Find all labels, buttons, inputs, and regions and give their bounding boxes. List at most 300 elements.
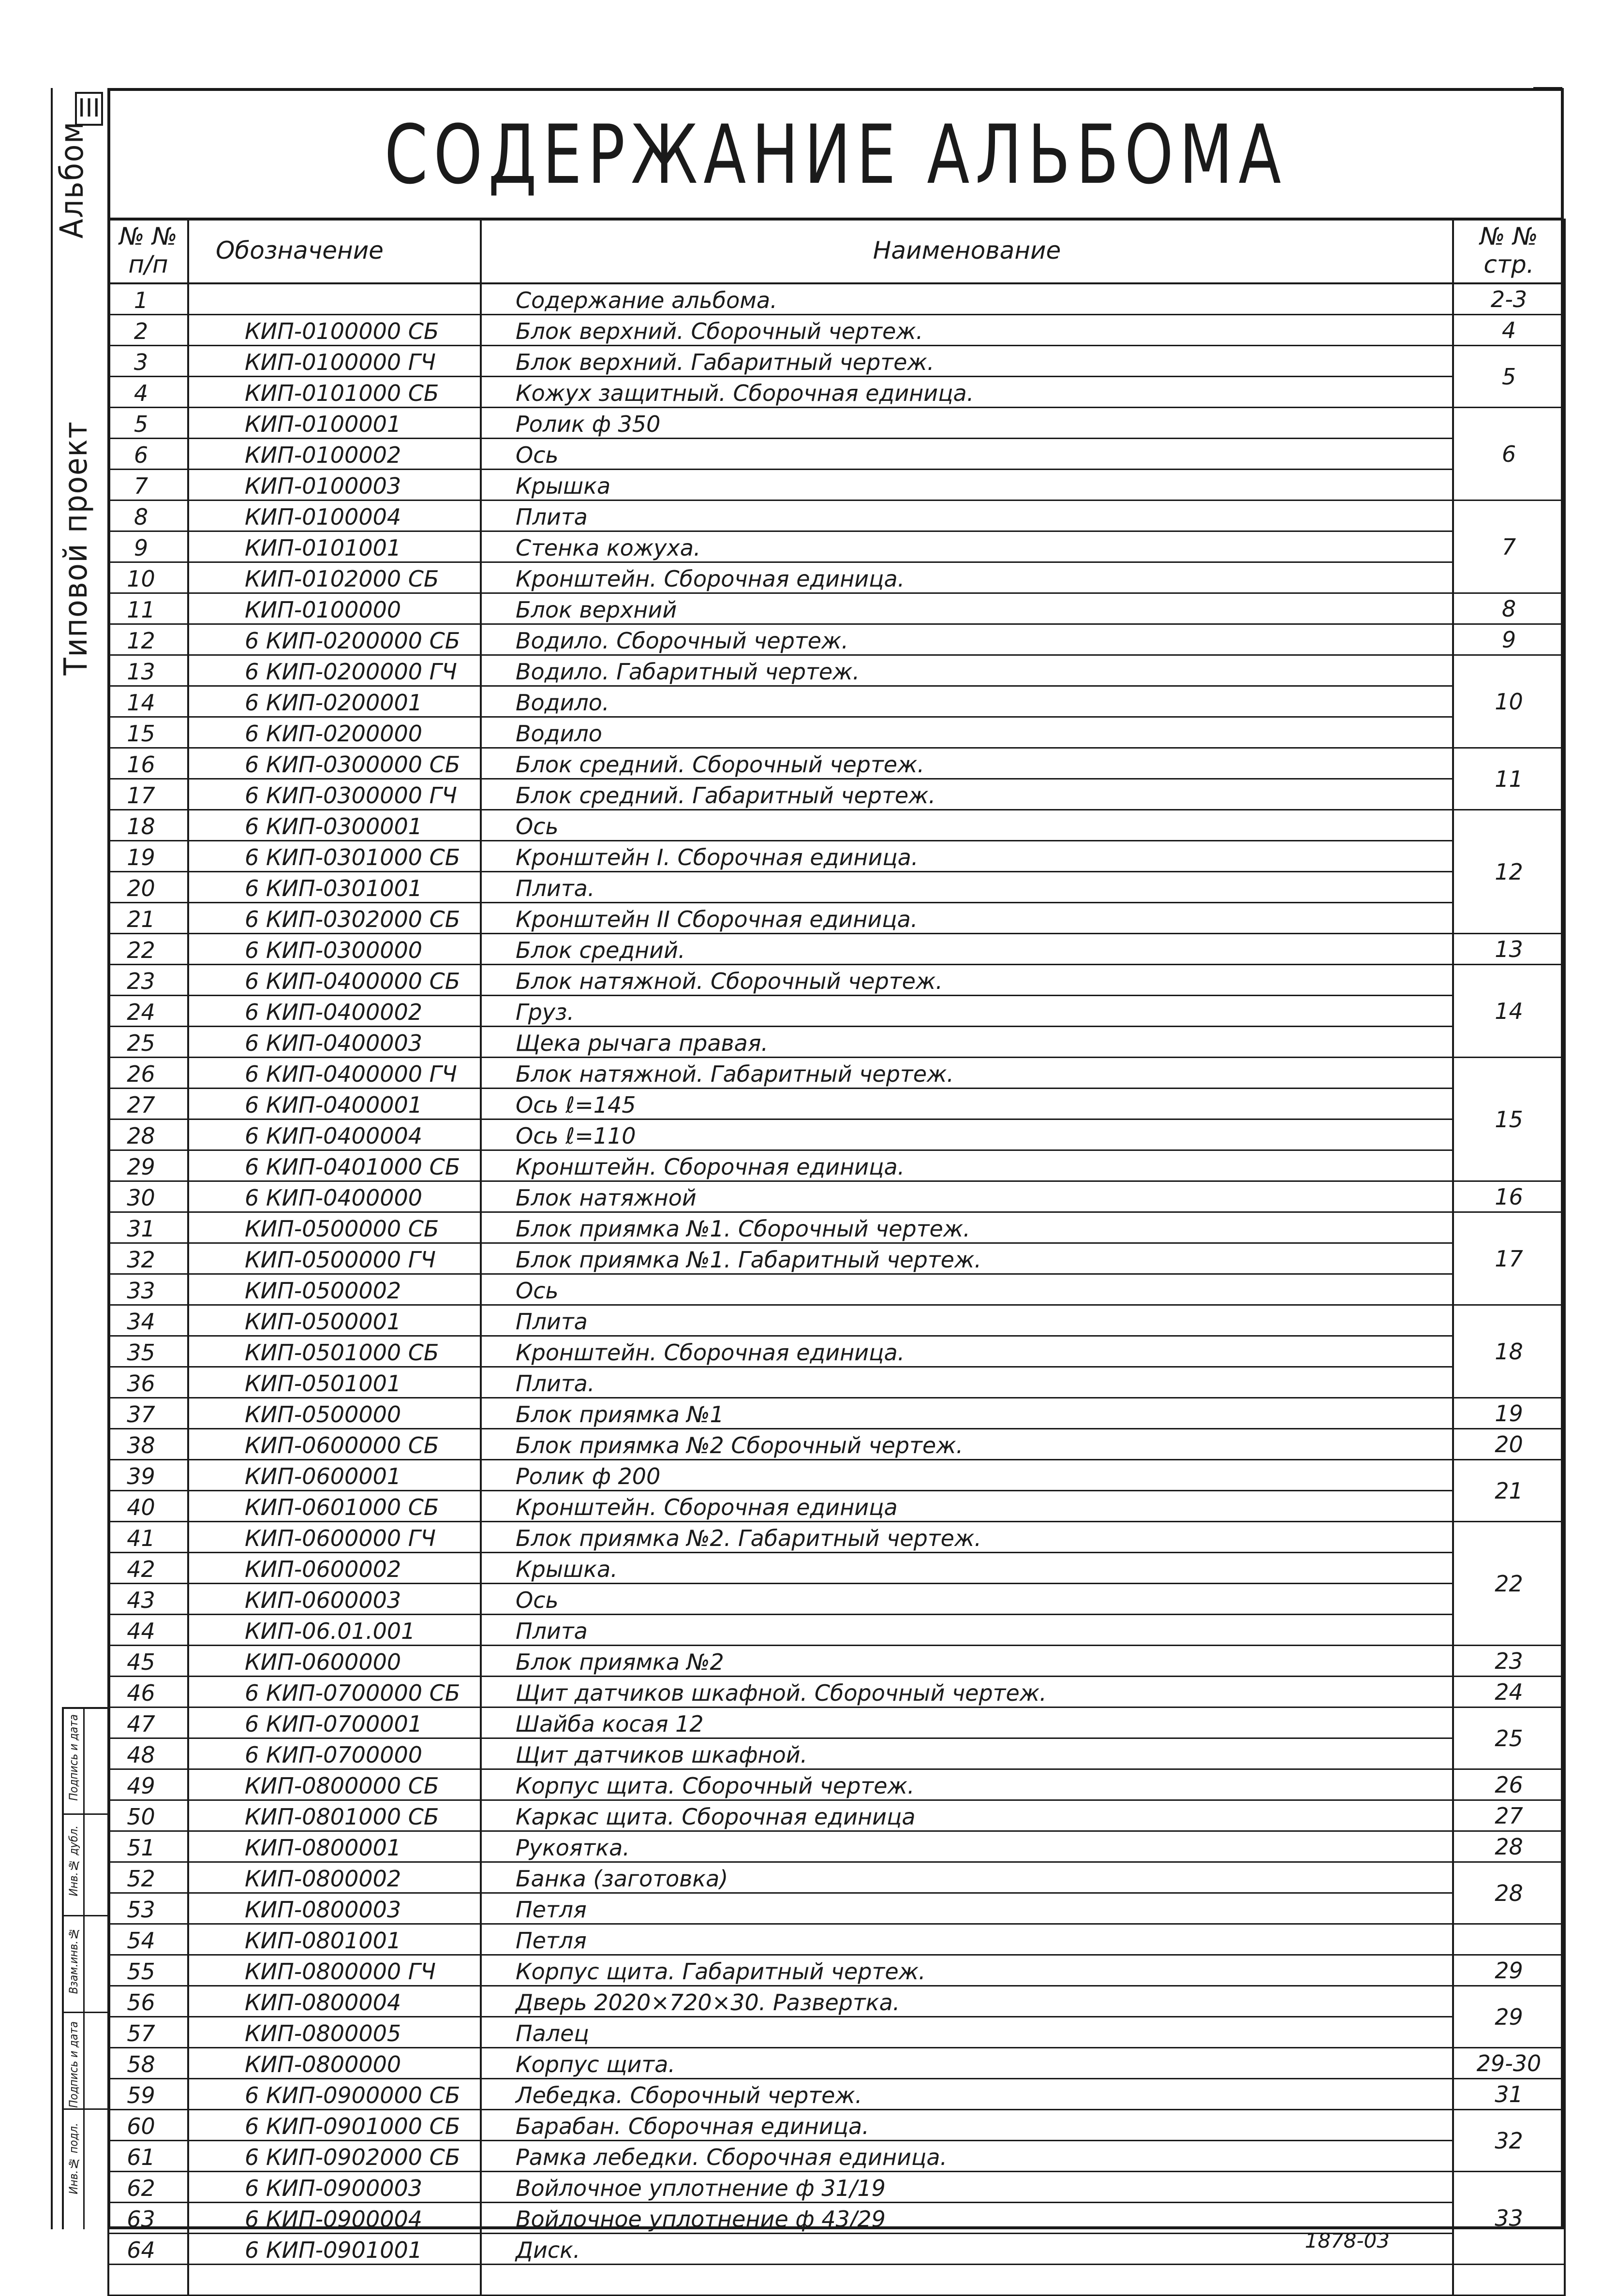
- row-name: Блок натяжной. Габаритный чертеж.: [481, 1058, 1453, 1089]
- row-name: Ролик ф 350: [481, 408, 1453, 439]
- row-name: Плита.: [481, 872, 1453, 903]
- row-number: 20: [108, 872, 188, 903]
- row-designation: КИП-0600003: [188, 1584, 481, 1615]
- row-page: 17: [1453, 1212, 1565, 1305]
- row-page: 6: [1453, 408, 1565, 500]
- row-page: 15: [1453, 1058, 1565, 1181]
- row-designation: КИП-0801000 СБ: [188, 1800, 481, 1831]
- table-row: [108, 1553, 1565, 1584]
- table-row: [108, 1212, 1565, 1243]
- stamp-field-replacement-inv: Взам.инв.№: [67, 1927, 80, 1994]
- row-number: 52: [108, 1862, 188, 1893]
- row-name: Лебедка. Сборочный чертеж.: [481, 2079, 1453, 2110]
- row-page: 31: [1453, 2079, 1565, 2110]
- table-row: [108, 315, 1565, 346]
- row-number: 17: [108, 779, 188, 810]
- row-designation: 6 КИП-0900000 СБ: [188, 2079, 481, 2110]
- table-row: [108, 1305, 1565, 1336]
- table-row: [108, 996, 1565, 1027]
- row-number: 61: [108, 2141, 188, 2172]
- empty-cell: [188, 2265, 481, 2296]
- table-row: [108, 470, 1565, 500]
- row-name: Ось: [481, 810, 1453, 841]
- row-number: 33: [108, 1274, 188, 1305]
- table-row: [108, 1398, 1565, 1429]
- row-designation: 6 КИП-0200001: [188, 686, 481, 717]
- row-designation: 6 КИП-0302000 СБ: [188, 903, 481, 934]
- row-number: 38: [108, 1429, 188, 1460]
- row-name: Палец: [481, 2017, 1453, 2048]
- row-name: Корпус щита. Сборочный чертеж.: [481, 1769, 1453, 1800]
- row-designation: 6 КИП-0400001: [188, 1089, 481, 1119]
- table-row: [108, 624, 1565, 655]
- row-number: 53: [108, 1893, 188, 1924]
- row-name: Кронштейн. Сборочная единица.: [481, 1150, 1453, 1181]
- table-row: [108, 748, 1565, 779]
- row-page: 14: [1453, 965, 1565, 1058]
- table-row: [108, 2079, 1565, 2110]
- row-designation: 6 КИП-0200000: [188, 717, 481, 748]
- row-name: Кожух защитный. Сборочная единица.: [481, 377, 1453, 408]
- table-row: [108, 2172, 1565, 2203]
- table-row: [108, 1058, 1565, 1089]
- row-number: 21: [108, 903, 188, 934]
- row-designation: 6 КИП-0901001: [188, 2234, 481, 2265]
- table-row: [108, 841, 1565, 872]
- table-row: [108, 283, 1565, 315]
- table-row: [108, 2141, 1565, 2172]
- row-designation: КИП-0100000: [188, 593, 481, 624]
- table-row: [108, 1769, 1565, 1800]
- row-name: Блок приямка №2. Габаритный чертеж.: [481, 1522, 1453, 1553]
- row-page: 8: [1453, 593, 1565, 624]
- row-designation: КИП-0800005: [188, 2017, 481, 2048]
- empty-cell: [481, 2265, 1453, 2296]
- row-name: Ось ℓ=145: [481, 1089, 1453, 1119]
- contents-table: [107, 219, 1566, 2296]
- table-row: [108, 1429, 1565, 1460]
- table-row: [108, 655, 1565, 686]
- row-designation: 6 КИП-0900003: [188, 2172, 481, 2203]
- table-row: [108, 1089, 1565, 1119]
- row-number: 23: [108, 965, 188, 996]
- row-designation: 6 КИП-0700000: [188, 1738, 481, 1769]
- row-name: Щека рычага правая.: [481, 1027, 1453, 1058]
- row-name: Водило. Габаритный чертеж.: [481, 655, 1453, 686]
- stamp-field-original-inv: Инв.№ подл.: [67, 2123, 80, 2194]
- row-name: Блок верхний. Габаритный чертеж.: [481, 346, 1453, 377]
- row-number: 35: [108, 1336, 188, 1367]
- document-code: 1878-03: [1305, 2229, 1390, 2252]
- row-designation: КИП-0600000 ГЧ: [188, 1522, 481, 1553]
- row-page: 2-3: [1453, 283, 1565, 315]
- row-designation: 6 КИП-0300000 СБ: [188, 748, 481, 779]
- row-page: 7: [1453, 500, 1565, 593]
- row-number: 16: [108, 748, 188, 779]
- table-row: [108, 872, 1565, 903]
- table-row: [108, 531, 1565, 562]
- table-row: [108, 1893, 1565, 1924]
- table-row: [108, 1367, 1565, 1398]
- row-designation: 6 КИП-0400000 СБ: [188, 965, 481, 996]
- row-number: 32: [108, 1243, 188, 1274]
- row-number: 55: [108, 1955, 188, 1986]
- row-number: 49: [108, 1769, 188, 1800]
- row-number: 11: [108, 593, 188, 624]
- row-page: 25: [1453, 1707, 1565, 1769]
- row-number: 31: [108, 1212, 188, 1243]
- row-designation: КИП-0102000 СБ: [188, 562, 481, 593]
- row-number: 7: [108, 470, 188, 500]
- stamp-divider: [62, 1813, 107, 1815]
- row-designation: КИП-0600000: [188, 1646, 481, 1677]
- row-number: 9: [108, 531, 188, 562]
- sheet-corner-mark: [1533, 73, 1562, 89]
- table-row: [108, 1336, 1565, 1367]
- row-designation: КИП-0601000 СБ: [188, 1491, 481, 1522]
- row-number: 58: [108, 2048, 188, 2079]
- row-number: 6: [108, 439, 188, 470]
- table-row: [108, 1274, 1565, 1305]
- row-name: Плита: [481, 1615, 1453, 1646]
- row-number: 54: [108, 1924, 188, 1955]
- row-number: 26: [108, 1058, 188, 1089]
- row-number: 45: [108, 1646, 188, 1677]
- row-designation: 6 КИП-0301001: [188, 872, 481, 903]
- row-designation: КИП-0800003: [188, 1893, 481, 1924]
- row-designation: КИП-0101001: [188, 531, 481, 562]
- table-header-row: [108, 219, 1565, 283]
- table-row: [108, 1119, 1565, 1150]
- row-page: 29: [1453, 1955, 1565, 1986]
- row-name: Кронштейн I. Сборочная единица.: [481, 841, 1453, 872]
- row-page: [1453, 1924, 1565, 1955]
- row-page: 28: [1453, 1862, 1565, 1924]
- row-designation: КИП-0500002: [188, 1274, 481, 1305]
- row-name: Шайба косая 12: [481, 1707, 1453, 1738]
- table-row: [108, 1460, 1565, 1491]
- row-number: 1: [108, 283, 188, 315]
- row-page: 20: [1453, 1429, 1565, 1460]
- row-page: 4: [1453, 315, 1565, 346]
- table-row: [108, 1677, 1565, 1707]
- row-number: 50: [108, 1800, 188, 1831]
- row-name: Кронштейн II Сборочная единица.: [481, 903, 1453, 934]
- row-number: 44: [108, 1615, 188, 1646]
- row-number: 28: [108, 1119, 188, 1150]
- stamp-field-signature-date-2: Подпись и дата: [67, 1714, 80, 1801]
- row-name: Петля: [481, 1924, 1453, 1955]
- row-page: 23: [1453, 1646, 1565, 1677]
- row-number: 15: [108, 717, 188, 748]
- table-row: [108, 408, 1565, 439]
- row-designation: КИП-0600000 СБ: [188, 1429, 481, 1460]
- table-row: [108, 965, 1565, 996]
- row-name: Кронштейн. Сборочная единица: [481, 1491, 1453, 1522]
- table-row: [108, 1584, 1565, 1615]
- row-number: 48: [108, 1738, 188, 1769]
- table-row: [108, 2048, 1565, 2079]
- row-page: 29: [1453, 1986, 1565, 2048]
- row-name: Ролик ф 200: [481, 1460, 1453, 1491]
- row-page: 21: [1453, 1460, 1565, 1522]
- row-name: Войлочное уплотнение ф 31/19: [481, 2172, 1453, 2203]
- row-name: Блок средний. Сборочный чертеж.: [481, 748, 1453, 779]
- table-row: [108, 2110, 1565, 2141]
- stamp-divider: [62, 1915, 107, 1916]
- album-label: Альбом: [53, 121, 90, 239]
- row-number: 25: [108, 1027, 188, 1058]
- row-number: 14: [108, 686, 188, 717]
- row-designation: 6 КИП-0400002: [188, 996, 481, 1027]
- row-name: Содержание альбома.: [481, 283, 1453, 315]
- table-row: [108, 1491, 1565, 1522]
- table-row-empty: [108, 2265, 1565, 2296]
- empty-cell: [108, 2265, 188, 2296]
- row-name: Блок натяжной. Сборочный чертеж.: [481, 965, 1453, 996]
- stamp-divider: [62, 2108, 107, 2110]
- row-number: 5: [108, 408, 188, 439]
- table-row: [108, 1831, 1565, 1862]
- row-name: Щит датчиков шкафной. Сборочный чертеж.: [481, 1677, 1453, 1707]
- table-row: [108, 377, 1565, 408]
- row-name: Плита.: [481, 1367, 1453, 1398]
- row-number: 42: [108, 1553, 188, 1584]
- row-number: 39: [108, 1460, 188, 1491]
- row-number: 12: [108, 624, 188, 655]
- row-page: 26: [1453, 1769, 1565, 1800]
- row-page: 27: [1453, 1800, 1565, 1831]
- row-name: Водило. Сборочный чертеж.: [481, 624, 1453, 655]
- row-page: 32: [1453, 2110, 1565, 2172]
- stamp-field-signature-date: Подпись и дата: [67, 2021, 80, 2108]
- row-page: 29-30: [1453, 2048, 1565, 2079]
- row-name: Кронштейн. Сборочная единица.: [481, 1336, 1453, 1367]
- row-designation: КИП-0100003: [188, 470, 481, 500]
- stamp-divider: [62, 2012, 107, 2013]
- table-row: [108, 500, 1565, 531]
- row-page: 10: [1453, 655, 1565, 748]
- row-name: Дверь 2020×720×30. Развертка.: [481, 1986, 1453, 2017]
- row-designation: КИП-0101000 СБ: [188, 377, 481, 408]
- row-designation: [188, 283, 481, 315]
- table-row: [108, 593, 1565, 624]
- table-row: [108, 1707, 1565, 1738]
- row-name: Ось ℓ=110: [481, 1119, 1453, 1150]
- row-number: 37: [108, 1398, 188, 1429]
- project-label: Типовой проект: [57, 421, 94, 676]
- row-name: Каркас щита. Сборочная единица: [481, 1800, 1453, 1831]
- row-name: Крышка.: [481, 1553, 1453, 1584]
- table-row: [108, 934, 1565, 965]
- row-page: 9: [1453, 624, 1565, 655]
- row-number: 10: [108, 562, 188, 593]
- header-designation: Обозначение: [188, 219, 481, 283]
- row-number: 8: [108, 500, 188, 531]
- row-number: 22: [108, 934, 188, 965]
- row-designation: 6 КИП-0901000 СБ: [188, 2110, 481, 2141]
- table-row: [108, 810, 1565, 841]
- row-name: Кронштейн. Сборочная единица.: [481, 562, 1453, 593]
- row-designation: КИП-0600001: [188, 1460, 481, 1491]
- table-row: [108, 686, 1565, 717]
- row-designation: 6 КИП-0300000 ГЧ: [188, 779, 481, 810]
- table-row: [108, 1646, 1565, 1677]
- row-name: Блок средний.: [481, 934, 1453, 965]
- row-designation: 6 КИП-0900004: [188, 2203, 481, 2234]
- row-number: 4: [108, 377, 188, 408]
- row-name: Барабан. Сборочная единица.: [481, 2110, 1453, 2141]
- row-number: 24: [108, 996, 188, 1027]
- row-designation: КИП-0801001: [188, 1924, 481, 1955]
- row-number: 30: [108, 1181, 188, 1212]
- row-number: 60: [108, 2110, 188, 2141]
- table-row: [108, 1027, 1565, 1058]
- row-name: Блок приямка №1: [481, 1398, 1453, 1429]
- table-row: [108, 1181, 1565, 1212]
- table-row: [108, 1738, 1565, 1769]
- stamp-divider: [83, 1707, 85, 2229]
- header-number: № № п/п: [108, 219, 188, 283]
- row-number: 29: [108, 1150, 188, 1181]
- row-designation: КИП-0500001: [188, 1305, 481, 1336]
- row-name: Рамка лебедки. Сборочная единица.: [481, 2141, 1453, 2172]
- row-designation: 6 КИП-0400000: [188, 1181, 481, 1212]
- row-name: Корпус щита. Габаритный чертеж.: [481, 1955, 1453, 1986]
- stamp-field-duplicate-inv: Инв.№ дубл.: [67, 1825, 80, 1897]
- row-name: Блок приямка №1. Сборочный чертеж.: [481, 1212, 1453, 1243]
- row-designation: 6 КИП-0700000 СБ: [188, 1677, 481, 1707]
- row-name: Рукоятка.: [481, 1831, 1453, 1862]
- row-designation: 6 КИП-0401000 СБ: [188, 1150, 481, 1181]
- row-name: Петля: [481, 1893, 1453, 1924]
- row-number: 57: [108, 2017, 188, 2048]
- row-designation: КИП-0501000 СБ: [188, 1336, 481, 1367]
- row-designation: КИП-0100000 СБ: [188, 315, 481, 346]
- table-row: [108, 779, 1565, 810]
- row-name: Блок верхний. Сборочный чертеж.: [481, 315, 1453, 346]
- row-name: Банка (заготовка): [481, 1862, 1453, 1893]
- row-designation: КИП-0800000 СБ: [188, 1769, 481, 1800]
- row-number: 13: [108, 655, 188, 686]
- row-name: Водило.: [481, 686, 1453, 717]
- table-row: [108, 1955, 1565, 1986]
- table-row: [108, 562, 1565, 593]
- row-designation: КИП-0800001: [188, 1831, 481, 1862]
- row-name: Войлочное уплотнение ф 43/29: [481, 2203, 1453, 2234]
- row-number: 63: [108, 2203, 188, 2234]
- row-number: 18: [108, 810, 188, 841]
- row-name: Блок средний. Габаритный чертеж.: [481, 779, 1453, 810]
- row-designation: КИП-0501001: [188, 1367, 481, 1398]
- row-number: 36: [108, 1367, 188, 1398]
- header-page: № № стр.: [1453, 219, 1565, 283]
- table-row: [108, 1924, 1565, 1955]
- row-designation: 6 КИП-0400004: [188, 1119, 481, 1150]
- row-name: Блок верхний: [481, 593, 1453, 624]
- row-number: 59: [108, 2079, 188, 2110]
- row-name: Плита: [481, 500, 1453, 531]
- row-page: 5: [1453, 346, 1565, 408]
- row-number: 3: [108, 346, 188, 377]
- row-name: Блок натяжной: [481, 1181, 1453, 1212]
- row-number: 27: [108, 1089, 188, 1119]
- row-number: 41: [108, 1522, 188, 1553]
- row-name: Водило: [481, 717, 1453, 748]
- row-page: 13: [1453, 934, 1565, 965]
- row-page: 33: [1453, 2172, 1565, 2265]
- table-row: [108, 439, 1565, 470]
- row-designation: КИП-0800000 ГЧ: [188, 1955, 481, 1986]
- row-name: Крышка: [481, 470, 1453, 500]
- row-number: 34: [108, 1305, 188, 1336]
- row-designation: КИП-0100001: [188, 408, 481, 439]
- row-name: Стенка кожуха.: [481, 531, 1453, 562]
- row-designation: КИП-0100002: [188, 439, 481, 470]
- row-designation: 6 КИП-0902000 СБ: [188, 2141, 481, 2172]
- row-number: 2: [108, 315, 188, 346]
- row-designation: КИП-0100000 ГЧ: [188, 346, 481, 377]
- row-designation: КИП-0600002: [188, 1553, 481, 1584]
- row-designation: КИП-0800000: [188, 2048, 481, 2079]
- row-name: Ось: [481, 1584, 1453, 1615]
- row-designation: КИП-0500000: [188, 1398, 481, 1429]
- row-name: Блок приямка №2 Сборочный чертеж.: [481, 1429, 1453, 1460]
- row-number: 62: [108, 2172, 188, 2203]
- table-row: [108, 1150, 1565, 1181]
- row-number: 47: [108, 1707, 188, 1738]
- row-number: 43: [108, 1584, 188, 1615]
- table-row: [108, 1800, 1565, 1831]
- table-row: [108, 1243, 1565, 1274]
- row-designation: 6 КИП-0301000 СБ: [188, 841, 481, 872]
- row-designation: КИП-06.01.001: [188, 1615, 481, 1646]
- row-page: 28: [1453, 1831, 1565, 1862]
- row-name: Блок приямка №2: [481, 1646, 1453, 1677]
- row-page: 19: [1453, 1398, 1565, 1429]
- row-name: Ось: [481, 439, 1453, 470]
- row-name: Ось: [481, 1274, 1453, 1305]
- row-designation: КИП-0100004: [188, 500, 481, 531]
- row-designation: 6 КИП-0700001: [188, 1707, 481, 1738]
- row-number: 19: [108, 841, 188, 872]
- row-designation: КИП-0500000 ГЧ: [188, 1243, 481, 1274]
- row-number: 64: [108, 2234, 188, 2265]
- table-row: [108, 1986, 1565, 2017]
- row-designation: 6 КИП-0400003: [188, 1027, 481, 1058]
- row-designation: 6 КИП-0200000 СБ: [188, 624, 481, 655]
- empty-cell: [1453, 2265, 1565, 2296]
- row-page: 12: [1453, 810, 1565, 934]
- row-name: Корпус щита.: [481, 2048, 1453, 2079]
- row-page: 11: [1453, 748, 1565, 810]
- row-page: 16: [1453, 1181, 1565, 1212]
- row-name: Груз.: [481, 996, 1453, 1027]
- table-row: [108, 2017, 1565, 2048]
- row-designation: КИП-0800002: [188, 1862, 481, 1893]
- page-title: СОДЕРЖАНИЕ АЛЬБОМА: [384, 107, 1287, 202]
- row-name: Плита: [481, 1305, 1453, 1336]
- album-number: III: [77, 94, 100, 123]
- row-designation: 6 КИП-0200000 ГЧ: [188, 655, 481, 686]
- row-designation: 6 КИП-0300001: [188, 810, 481, 841]
- row-page: 24: [1453, 1677, 1565, 1707]
- header-name: Наименование: [481, 219, 1453, 283]
- row-name: Щит датчиков шкафной.: [481, 1738, 1453, 1769]
- row-number: 51: [108, 1831, 188, 1862]
- row-name: Блок приямка №1. Габаритный чертеж.: [481, 1243, 1453, 1274]
- row-designation: КИП-0500000 СБ: [188, 1212, 481, 1243]
